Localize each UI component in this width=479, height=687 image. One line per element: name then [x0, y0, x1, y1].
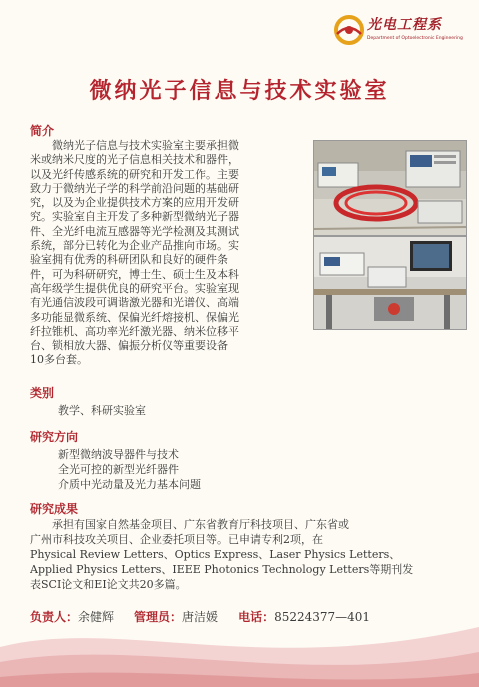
- head-value: 余健辉: [78, 610, 115, 624]
- intro-line: 究，以及为企业提供技术方案的应用开发研: [30, 196, 239, 210]
- research-item: 介质中光动量及光力基本问题: [58, 478, 201, 491]
- intro-line: 以及光纤传感系统的研究和开发工作。主要: [30, 167, 239, 181]
- head-label: 负责人：: [30, 610, 79, 624]
- page-title: 微纳光子信息与技术实验室: [89, 78, 390, 104]
- intro-line: 多功能显微系统、保偏光纤熔接机、保偏光: [30, 310, 239, 324]
- intro-line: 验室拥有优秀的科研团队和良好的硬件条: [30, 253, 228, 267]
- research-item: 全光可控的新型光纤器件: [58, 463, 179, 476]
- institution-ring-logo-icon: [333, 14, 365, 46]
- intro-line: 件、全光纤电流互感器等光学检测及其测试: [30, 224, 239, 238]
- intro-line: 微纳光子信息与技术实验室主要承担微: [52, 139, 239, 152]
- logo-subtitle: Department of Optoelectronic Engineering: [367, 36, 463, 41]
- category-heading: 类别: [30, 386, 55, 400]
- results-line: Applied Physics Letters、IEEE Photonics Technology Letters等期刊发: [30, 563, 414, 576]
- intro-line: 纤拉锥机、高功率光纤激光器、纳米位移平: [30, 324, 239, 338]
- admin-label: 管理员：: [134, 610, 183, 624]
- contact-footer: [30, 608, 370, 625]
- category-text: 教学、科研实验室: [58, 404, 146, 417]
- intro-line: 系统，部分已转化为企业产品推向市场。实: [30, 239, 239, 253]
- results-line: 表SCI论文和EI论文共20多篇。: [30, 578, 187, 591]
- intro-line: 究。实验室自主开发了多种新型微纳光子器: [30, 210, 239, 224]
- intro-line: 有光通信波段可调谐激光器和光谱仪、高端: [30, 296, 239, 310]
- research-item: 新型微纳波导器件与技术: [58, 448, 179, 461]
- phone-value: 85224377—401: [274, 610, 371, 624]
- intro-line: 高年级学生提供优良的研究平台。实验室现: [30, 281, 239, 295]
- lab-photo-fiber-bench: [313, 140, 467, 236]
- intro-line: 件，可为科研研究，博士生、硕士生及本科: [30, 267, 239, 281]
- department-logo: [333, 12, 463, 52]
- results-line: Physical Review Letters、Optics Express、Laser Physics Letters、: [30, 548, 401, 561]
- results-line: 承担有国家自然基金项目、广东省教育厅科技项目、广东省或: [52, 518, 349, 531]
- phone-label: 电话：: [238, 610, 275, 624]
- intro-heading: 简介: [30, 124, 55, 138]
- results-line: 广州市科技攻关项目、企业委托项目等。已申请专利2项，在: [30, 533, 323, 546]
- logo-name: 光电工程系: [367, 17, 442, 33]
- admin-value: 唐洁媛: [182, 610, 219, 624]
- research-heading: 研究方向: [30, 430, 79, 444]
- intro-line: 致力于微纳光子学的科学前沿问题的基础研: [30, 181, 239, 195]
- intro-line: 10多台套。: [30, 353, 88, 367]
- intro-line: 台、锁相放大器、偏振分析仪等重要设备: [30, 339, 228, 353]
- intro-text: [30, 139, 305, 368]
- intro-line: 米或纳米尺度的光子信息相关技术和器件，: [30, 153, 239, 167]
- lab-photo-workstation: [313, 236, 467, 330]
- results-heading: 研究成果: [30, 502, 79, 516]
